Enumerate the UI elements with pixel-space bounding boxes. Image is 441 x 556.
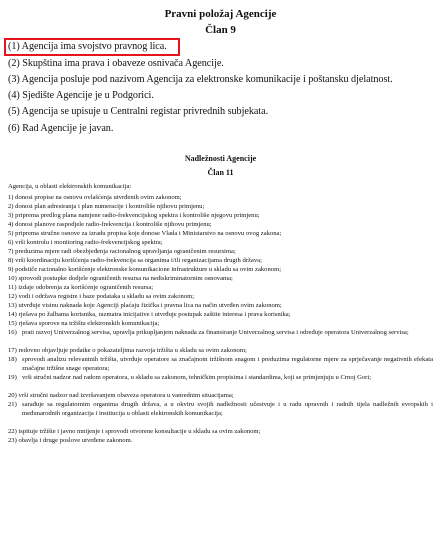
list-item: 15) rješava sporove na tržištu elektronskih komunikacija; [8, 320, 160, 327]
list-item: 14) rješava po žalbama korisnika, razmatra inicijative i utvrđuje postupak zaštite interesa i prava korisnika; [8, 311, 291, 318]
section-title: Pravni položaj Agencije [164, 8, 277, 20]
paragraph-3: (3) Agencija posluje pod nazivom Agencija za elektronske komunikacije i poštansku djelatnost. [8, 74, 393, 85]
list-item: 20) vrši stručni nadzor nad izvršavanjem obaveza operatora u vanrednim situacijama; [8, 392, 234, 399]
list-intro: Agencija, u oblasti elektronskih komunikacija: [8, 183, 132, 190]
competences-list [8, 193, 433, 445]
list-item: 18) sprovodi analizu relevantnih tržišta, utvrđuje operatore sa značajnom tržišnom snagom i preduzima regulatorne mjere za sprječavanje negativnih efekata značajne tržišne snage operatora; [8, 356, 433, 372]
list-item: 21) sarađuje sa regulatornim organima drugih država, a u okviru svojih nadležnosti učestvuje i u radu upravnih i radnih tijela nadležnih evropskih i međunarodnih organizacija i institucija u oblasti elektronskih komunikacija; [8, 401, 433, 417]
article-heading-2: Član 11 [207, 168, 234, 177]
article-heading: Član 9 [205, 24, 236, 36]
list-item: 17) redovno objavljuje podatke o pokazateljima razvoja tržišta u skladu sa ovim zakonom; [8, 347, 247, 354]
list-item: 10) sprovodi postupke dodjele ograničenih resursa na nediskriminatornim osnovama; [8, 275, 233, 282]
list-item: 13) utvrđuje visinu naknada koje Agenciji plaćaju fizička i pravna lica na način utvrđen ovim zakonom; [8, 302, 282, 309]
list-item: 1) donosi propise na osnovu ovlašćenja utvrđenih ovim zakonom; [8, 194, 182, 201]
paragraph-2: (2) Skupština ima prava i obaveze osnivača Agencije. [8, 58, 224, 69]
list-item: 12) vodi i održava registre i baze podataka u skladu sa ovim zakonom; [8, 293, 195, 300]
paragraph-5: (5) Agencija se upisuje u Centralni registar privrednih subjekata. [8, 106, 269, 117]
list-item: 19) vrši stručni nadzor nad radom operatora, u skladu sa zakonom, tehničkim propisima i standardima, koji se primjenjuju u Crnoj Gori; [8, 374, 372, 381]
list-item: 22) ispituje tržište i javno mnijenje i sprovodi otvorene konsultacije u skladu sa ovim zakonom; [8, 428, 261, 435]
list-item: 7) preduzima mjere radi obezbjeđenja racionalnog upravljanja ograničenim resursima; [8, 248, 236, 255]
list-item: 23) obavlja i druge poslove utvrđene zakonom. [8, 437, 133, 444]
section-title-2: Nadležnosti Agencije [184, 154, 257, 163]
list-item: 11) izdaje odobrenja za korišćenje ograničenih resursa; [8, 284, 154, 291]
list-item: 16) prati razvoj Univerzalnog servisa, upravlja prikupljanjem naknada za finansiranje Univerzalnog servisa i određuje operatora Univerzalnog servisa; [8, 329, 409, 336]
paragraph-4: (4) Sjedište Agencije je u Podgorici. [8, 90, 154, 101]
list-item: 8) vrši koordinaciju korišćenja radio-frekvencija sa organima i/ili organizacijama drugih država; [8, 257, 262, 264]
list-item: 6) vrši kontrolu i monitoring radio-frekvencijskog spektra; [8, 239, 163, 246]
list-item: 2) donosi plan adresiranja i plan numeracije i kontroliše njihovu primjenu; [8, 203, 205, 210]
list-item: 4) donosi planove raspodjele radio-frekvencija i kontroliše njihovu primjenu; [8, 221, 212, 228]
paragraph-1: (1) Agencija ima svojstvo pravnog lica. [8, 41, 167, 52]
list-item: 9) podstiče racionalno korišćenje elektronske komunikacione infrastrukture u skladu sa ovim zakonom; [8, 266, 282, 273]
list-item: 5) priprema stručne osnove za izradu propisa koje donose Vlada i Ministarstvo na osnovu ovog zakona; [8, 230, 282, 237]
list-item: 3) priprema predlog plana namjene radio-frekvencijskog spektra i kontroliše njegovu primjenu; [8, 212, 260, 219]
paragraph-6: (6) Rad Agencije je javan. [8, 123, 114, 134]
